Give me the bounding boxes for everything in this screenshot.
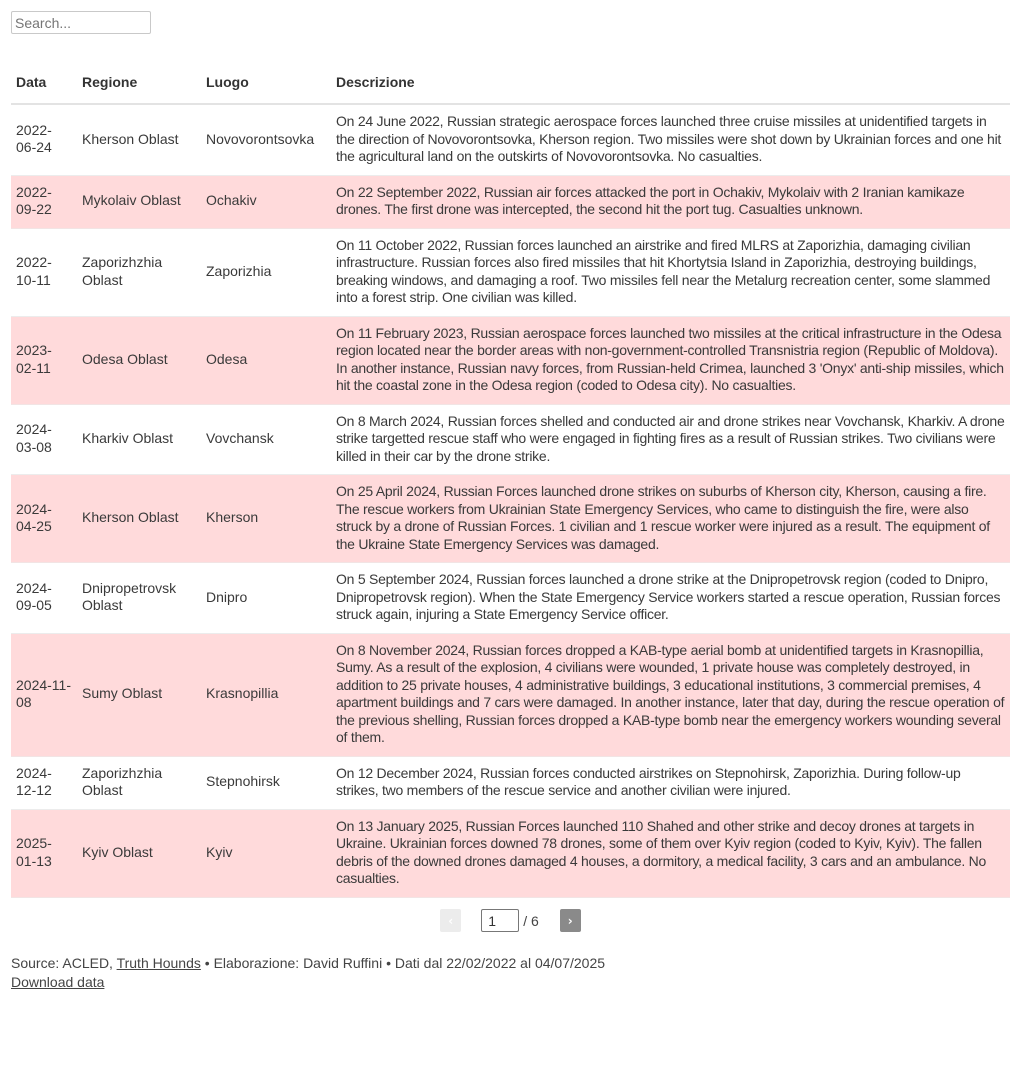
table-row bbox=[11, 175, 1010, 228]
chevron-left-icon: ‹ bbox=[448, 913, 454, 928]
cell-region: Kharkiv Oblast bbox=[77, 404, 201, 475]
cell-place: Kyiv bbox=[201, 809, 331, 897]
cell-description: On 13 January 2025, Russian Forces launched 110 Shahed and other strike and decoy drones at targets in Ukraine. Ukrainian forces downed 78 drones, some of them over Kyiv region (coded to Kyiv, Kyiv). The fallen debris of the downed drones damaged 4 houses, a dormitory, a medical facility, 3 cars and an ambulance. No casualties. bbox=[331, 809, 1010, 897]
cell-region: Dnipropetrovsk Oblast bbox=[77, 563, 201, 634]
cell-place: Vovchansk bbox=[201, 404, 331, 475]
cell-date: 2024-03-08 bbox=[11, 404, 77, 475]
cell-date: 2022-09-22 bbox=[11, 175, 77, 228]
cell-date: 2024-09-05 bbox=[11, 563, 77, 634]
cell-date: 2024-04-25 bbox=[11, 475, 77, 563]
cell-region: Kyiv Oblast bbox=[77, 809, 201, 897]
page-total: / 6 bbox=[523, 912, 539, 929]
cell-region: Zaporizhzhia Oblast bbox=[77, 228, 201, 316]
download-data-link[interactable]: Download data bbox=[11, 973, 105, 990]
search-input[interactable] bbox=[11, 11, 151, 34]
header-date[interactable]: Data bbox=[11, 55, 77, 104]
source-line bbox=[11, 954, 1010, 973]
cell-region: Sumy Oblast bbox=[77, 633, 201, 756]
table-row bbox=[11, 404, 1010, 475]
table-row bbox=[11, 316, 1010, 404]
table-header-row bbox=[11, 55, 1010, 104]
cell-description: On 11 October 2022, Russian forces launched an airstrike and fired MLRS at Zaporizhia, damaging civilian infrastructure. Russian forces also fired missiles that hit Khortytsia Island in Zaporizhia, destroying buildings, breaking windows, and damaging a roof. Two missiles fell near the Metalurg recreation center, some slammed into a forest strip. One civilian was killed. bbox=[331, 228, 1010, 316]
cell-date: 2023-02-11 bbox=[11, 316, 77, 404]
cell-description: On 8 March 2024, Russian forces shelled and conducted air and drone strikes near Vovchansk, Kharkiv. A drone strike targetted rescue staff who were engaged in fighting fires as a result of Russian strikes. Two civilians were killed in their car by the drone strike. bbox=[331, 404, 1010, 475]
cell-date: 2024-11-08 bbox=[11, 633, 77, 756]
cell-description: On 12 December 2024, Russian forces conducted airstrikes on Stepnohirsk, Zaporizhia. During follow-up strikes, two members of the rescue service and another civilian were injured. bbox=[331, 756, 1010, 809]
events-table bbox=[11, 55, 1010, 898]
cell-date: 2025-01-13 bbox=[11, 809, 77, 897]
cell-region: Kherson Oblast bbox=[77, 475, 201, 563]
cell-region: Kherson Oblast bbox=[77, 104, 201, 175]
header-description[interactable]: Descrizione bbox=[331, 55, 1010, 104]
cell-date: 2024-12-12 bbox=[11, 756, 77, 809]
cell-date: 2022-10-11 bbox=[11, 228, 77, 316]
header-place[interactable]: Luogo bbox=[201, 55, 331, 104]
cell-place: Novovorontsovka bbox=[201, 104, 331, 175]
cell-place: Dnipro bbox=[201, 563, 331, 634]
source-suffix: • Elaborazione: David Ruffini • Dati dal 22/02/2022 al 04/07/2025 bbox=[200, 954, 606, 971]
cell-description: On 11 February 2023, Russian aerospace forces launched two missiles at the critical infrastructure in the Odesa region located near the border areas with non-government-controlled Transnistria region (Republic of Moldova). In another instance, Russian navy forces, from Russian-held Crimea, launched 3 'Onyx' anti-ship missiles, which hit the coastal zone in the Odesa region (coded to Odesa city). No casualties. bbox=[331, 316, 1010, 404]
source-prefix: Source: ACLED, bbox=[11, 954, 117, 971]
page-number-input[interactable] bbox=[481, 909, 519, 932]
chevron-right-icon: › bbox=[567, 913, 573, 928]
table-row bbox=[11, 228, 1010, 316]
next-page-button[interactable] bbox=[560, 909, 581, 932]
cell-place: Kherson bbox=[201, 475, 331, 563]
truth-hounds-link[interactable]: Truth Hounds bbox=[116, 954, 201, 971]
cell-place: Odesa bbox=[201, 316, 331, 404]
cell-description: On 8 November 2024, Russian forces dropped a KAB-type aerial bomb at unidentified targets in Krasnopillia, Sumy. As a result of the explosion, 4 civilians were wounded, 1 private house was completely destroyed, in addition to 25 private houses, 4 administrative buildings, 3 educational institutions, 3 commercial premises, 4 apartment buildings and 7 cars were damaged. In another instance, later that day, during the rescue operation of the previous shelling, Russian forces dropped a KAB-type bomb near the emergency workers wounding several of them. bbox=[331, 633, 1010, 756]
table-row bbox=[11, 104, 1010, 175]
pagination bbox=[11, 909, 1010, 933]
cell-place: Stepnohirsk bbox=[201, 756, 331, 809]
cell-place: Ochakiv bbox=[201, 175, 331, 228]
prev-page-button[interactable] bbox=[440, 909, 461, 932]
table-row bbox=[11, 475, 1010, 563]
cell-description: On 25 April 2024, Russian Forces launched drone strikes on suburbs of Kherson city, Kherson, causing a fire. The rescue workers from Ukrainian State Emergency Services, who came to distinguish the fire, were also struck by a drone of Russian Forces. 1 civilian and 1 rescue worker were injured as a result. The equipment of the Ukraine State Emergency Services was damaged. bbox=[331, 475, 1010, 563]
cell-description: On 22 September 2022, Russian air forces attacked the port in Ochakiv, Mykolaiv with 2 Iranian kamikaze drones. The first drone was intercepted, the second hit the port tug. Casualties unknown. bbox=[331, 175, 1010, 228]
cell-date: 2022-06-24 bbox=[11, 104, 77, 175]
cell-place: Zaporizhia bbox=[201, 228, 331, 316]
table-row bbox=[11, 633, 1010, 756]
table-row bbox=[11, 809, 1010, 897]
table-row bbox=[11, 563, 1010, 634]
table-row bbox=[11, 756, 1010, 809]
cell-region: Mykolaiv Oblast bbox=[77, 175, 201, 228]
cell-place: Krasnopillia bbox=[201, 633, 331, 756]
cell-description: On 5 September 2024, Russian forces launched a drone strike at the Dnipropetrovsk region (coded to Dnipro, Dnipropetrovsk region). When the State Emergency Service workers started a rescue operation, Russian forces struck again, injuring a State Emergency Service officer. bbox=[331, 563, 1010, 634]
cell-region: Odesa Oblast bbox=[77, 316, 201, 404]
footer bbox=[11, 954, 1010, 992]
cell-region: Zaporizhzhia Oblast bbox=[77, 756, 201, 809]
table-widget bbox=[11, 11, 1010, 992]
cell-description: On 24 June 2022, Russian strategic aerospace forces launched three cruise missiles at unidentified targets in the direction of Novovorontsovka, Kherson region. Two missiles were shot down by Ukrainian forces and one hit the agricultural land on the outskirts of Novovorontsovka. No casualties. bbox=[331, 104, 1010, 175]
header-region[interactable]: Regione bbox=[77, 55, 201, 104]
